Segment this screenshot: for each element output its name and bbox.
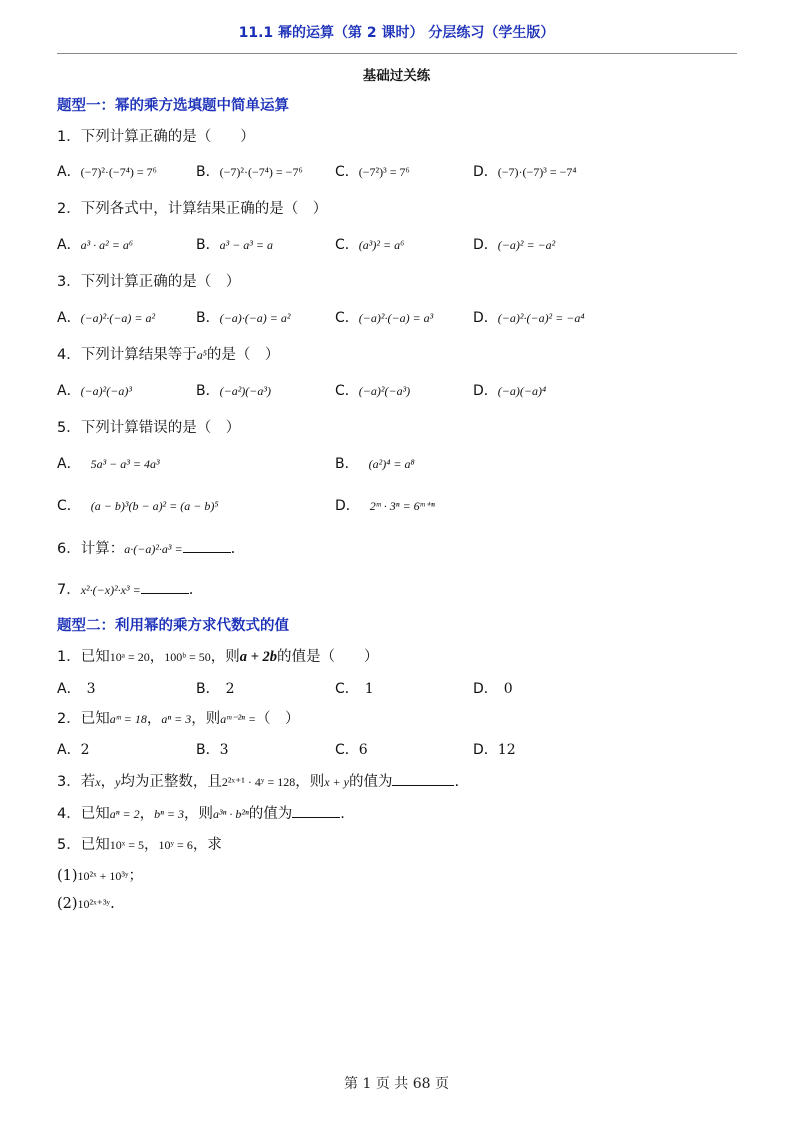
variable: x	[95, 775, 101, 789]
option-value: 3	[219, 742, 229, 758]
t2-q1-option-c	[335, 678, 374, 698]
t2-q1-option-d	[473, 678, 513, 698]
condition-expr: 10ˣ = 5	[109, 838, 144, 852]
option-value: 3	[86, 681, 96, 697]
page-footer: 第 1 页 共 68 页	[344, 1076, 449, 1092]
stem-text: 7．	[57, 582, 81, 598]
condition-expr: 100ᵇ = 50	[164, 650, 211, 664]
t1-q2-option-b	[196, 234, 273, 254]
stem-text: 4．已知	[57, 806, 110, 822]
t1-q5-option-c	[57, 495, 219, 515]
part-expr: 10²ˣ⁺³ʸ	[77, 897, 111, 911]
option-value: 0	[503, 681, 513, 697]
condition-expr: aᵐ = 18	[109, 712, 147, 726]
t2-q1-stem	[57, 645, 379, 666]
t1-q1-stem: 1．下列计算正确的是（ ）	[57, 129, 255, 145]
t2-q5-part2	[57, 896, 115, 912]
target-expr: a³ⁿ · b²ⁿ	[213, 807, 249, 821]
question-expr: a·(−a)²·a³ =	[124, 542, 183, 556]
option-letter: D．	[473, 237, 498, 253]
stem-text: 的是（ ）	[206, 347, 280, 363]
stem-text: ，	[139, 806, 155, 822]
t1-q3-option-c	[335, 307, 433, 327]
option-expr: a³ · a² = a⁶	[80, 238, 134, 252]
option-letter: B．	[196, 310, 220, 326]
target-expr: a + 2b	[239, 649, 278, 665]
option-expr: (−7)·(−7)³ = −7⁴	[497, 165, 577, 179]
option-expr: (−7²)³ = 7⁶	[358, 165, 410, 179]
t2-q1-option-b	[196, 678, 235, 698]
t1-q1-option-a	[57, 161, 157, 181]
stem-text: ，则	[184, 806, 214, 822]
t2-q2-stem	[57, 707, 300, 728]
t1-q1-option-d	[473, 161, 577, 181]
t1-q3-stem: 3．下列计算正确的是（ ）	[57, 274, 241, 290]
condition-expr: aⁿ = 3	[161, 712, 192, 726]
page-header-title: 11.1 幂的运算（第 2 课时） 分层练习（学生版）	[238, 25, 555, 41]
option-value: 6	[358, 742, 368, 758]
option-letter: A．	[57, 456, 81, 472]
option-letter: D．	[473, 383, 498, 399]
variable: y	[115, 775, 121, 789]
t1-q7	[57, 578, 193, 599]
question-expr: x²·(−x)²·x³ =	[80, 583, 141, 597]
answer-blank[interactable]	[183, 541, 231, 553]
condition-expr: 2²ˣ⁺¹ · 4ʸ = 128	[221, 775, 296, 789]
option-letter: A．	[57, 237, 81, 253]
t1-q2-option-a	[57, 234, 133, 254]
target-expr: aᵐ⁻²ⁿ =	[220, 712, 257, 726]
option-expr: (−a²)(−a³)	[219, 384, 271, 398]
option-letter: A．	[57, 681, 81, 697]
t2-q2-option-d	[473, 739, 516, 759]
t1-q4-option-c	[335, 380, 410, 400]
stem-text: 的值是（ ）	[277, 649, 379, 665]
option-expr: a³ − a³ = a	[219, 238, 273, 252]
t2-q1-option-a	[57, 678, 96, 698]
t1-q5-option-a	[57, 453, 160, 473]
option-value: 2	[80, 742, 90, 758]
stem-text: .	[454, 774, 460, 790]
option-letter: B．	[196, 742, 220, 758]
t1-q1-option-b	[196, 161, 303, 181]
option-expr: (a³)² = a⁶	[358, 238, 405, 252]
t1-q2-option-d	[473, 234, 555, 254]
option-letter: C．	[335, 681, 359, 697]
t1-q3-option-b	[196, 307, 290, 327]
t1-q2-option-c	[335, 234, 404, 254]
option-expr: (−a)(−a)⁴	[497, 384, 547, 398]
option-letter: A．	[57, 383, 81, 399]
option-letter: C．	[335, 164, 359, 180]
t1-q2-stem: 2．下列各式中，计算结果正确的是（ ）	[57, 201, 328, 217]
stem-text: 1．已知	[57, 649, 110, 665]
option-letter: B．	[196, 237, 220, 253]
option-letter: A．	[57, 164, 81, 180]
header-divider	[57, 53, 737, 54]
option-letter: B．	[196, 681, 220, 697]
stem-text: ，则	[191, 711, 221, 727]
stem-text: ，则	[210, 649, 240, 665]
stem-text: 5．已知	[57, 837, 110, 853]
option-expr: 2ᵐ · 3ⁿ = 6ᵐ⁺ⁿ	[369, 499, 435, 513]
option-expr: (−a)·(−a) = a²	[219, 311, 291, 325]
stem-text: 的值为	[248, 806, 293, 822]
option-expr: (−a)²(−a)³	[80, 384, 132, 398]
option-expr: (−7)²·(−7⁴) = −7⁶	[219, 165, 303, 179]
t1-q3-option-d	[473, 307, 585, 327]
option-expr: (−a)²·(−a)² = −a⁴	[497, 311, 585, 325]
t1-q1-option-c	[335, 161, 410, 181]
t1-q4-option-b	[196, 380, 271, 400]
section-title: 基础过关练	[362, 68, 431, 84]
option-expr: (−a)²·(−a) = a³	[358, 311, 434, 325]
part-label: (2)	[57, 896, 78, 912]
condition-expr: aⁿ = 2	[109, 807, 140, 821]
option-expr: (−a)²(−a³)	[358, 384, 411, 398]
option-letter: A．	[57, 310, 81, 326]
target-expr: x + y	[324, 775, 349, 789]
stem-text: 的值为	[348, 774, 393, 790]
option-letter: A．	[57, 742, 81, 758]
t1-q4-stem	[57, 343, 279, 364]
stem-text: .	[230, 541, 236, 557]
stem-text: 3．若	[57, 774, 96, 790]
option-letter: C．	[57, 498, 81, 514]
stem-text: 4．下列计算结果等于	[57, 347, 197, 363]
option-letter: B．	[196, 383, 220, 399]
option-value: 2	[225, 681, 235, 697]
option-expr: (−a)² = −a²	[497, 238, 556, 252]
option-letter: C．	[335, 237, 359, 253]
part-expr: 10²ˣ + 10³ʸ	[77, 869, 129, 883]
answer-blank[interactable]	[392, 774, 454, 786]
part-label: (1)	[57, 868, 78, 884]
option-expr: (a²)⁴ = a⁸	[368, 457, 415, 471]
stem-text: .	[340, 806, 345, 822]
t2-q4-stem	[57, 802, 345, 823]
t1-q6	[57, 537, 235, 558]
t1-q4-option-a	[57, 380, 132, 400]
option-letter: D．	[335, 498, 360, 514]
t2-q2-option-b	[196, 739, 229, 759]
stem-text: ，则	[295, 774, 325, 790]
option-letter: C．	[335, 310, 359, 326]
option-value: 12	[497, 742, 516, 758]
t1-q3-option-a	[57, 307, 155, 327]
condition-expr: bⁿ = 3	[154, 807, 185, 821]
option-letter: D．	[473, 681, 498, 697]
stem-text: .	[188, 582, 194, 598]
option-expr: 5a³ − a³ = 4a³	[90, 457, 160, 471]
condition-expr: 10ᵃ = 20	[109, 650, 150, 664]
option-value: 1	[364, 681, 374, 697]
stem-variable: a⁵	[196, 348, 207, 362]
t2-q2-option-c	[335, 739, 368, 759]
stem-text: 6．计算：	[57, 541, 125, 557]
t1-q5-option-b	[335, 453, 415, 473]
option-letter: C．	[335, 742, 359, 758]
option-letter: D．	[473, 164, 498, 180]
t2-q5-part1	[57, 864, 143, 885]
option-letter: B．	[335, 456, 359, 472]
option-expr: (−7)²·(−7⁴) = 7⁶	[80, 165, 157, 179]
t2-q3-stem	[57, 770, 459, 791]
stem-text: ，求	[192, 837, 222, 853]
stem-text: ，	[149, 649, 165, 665]
stem-text: 2．已知	[57, 711, 110, 727]
stem-text: ，	[146, 711, 162, 727]
option-letter: B．	[196, 164, 220, 180]
t2-q2-option-a	[57, 739, 90, 759]
t1-q5-stem: 5．下列计算错误的是（ ）	[57, 420, 241, 436]
stem-text: 均为正整数，且	[120, 774, 222, 790]
t2-q5-stem	[57, 833, 222, 854]
t1-q4-option-d	[473, 380, 546, 400]
option-letter: C．	[335, 383, 359, 399]
stem-text: ，	[143, 837, 159, 853]
type2-heading: 题型二：利用幂的乘方求代数式的值	[57, 618, 289, 634]
option-expr: (a − b)³(b − a)² = (a − b)⁵	[90, 499, 219, 513]
stem-text: ；	[128, 868, 144, 884]
stem-text: （ ）	[256, 711, 300, 727]
option-letter: D．	[473, 742, 498, 758]
type1-heading: 题型一：幂的乘方选填题中简单运算	[57, 98, 289, 114]
condition-expr: 10ʸ = 6	[158, 838, 193, 852]
option-expr: (−a)²·(−a) = a²	[80, 311, 156, 325]
t1-q5-option-d	[335, 495, 435, 515]
stem-text: .	[110, 896, 115, 912]
answer-blank[interactable]	[141, 582, 189, 594]
answer-blank[interactable]	[292, 806, 340, 818]
stem-text: ，	[100, 774, 116, 790]
option-letter: D．	[473, 310, 498, 326]
